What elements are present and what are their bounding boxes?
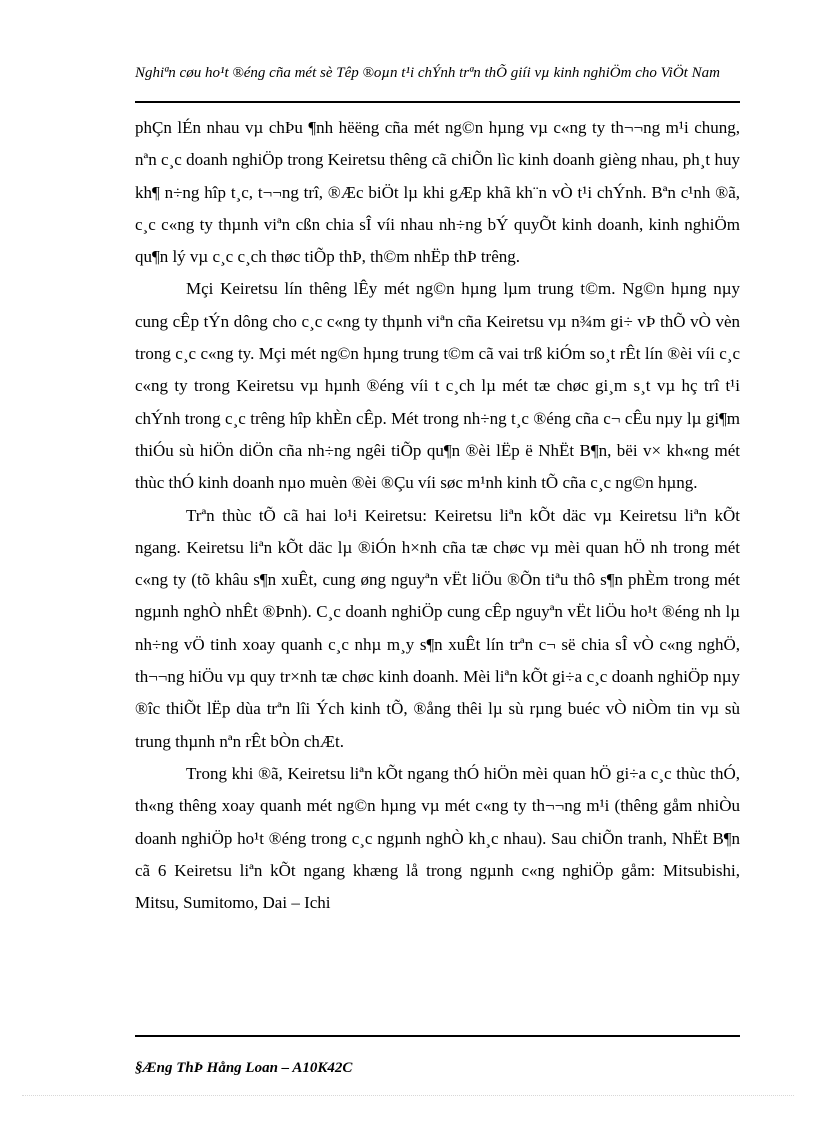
paragraph-1: phÇn lÉn nhau vµ chÞu ¶nh hëëng cña mét ng©n hµng vµ c«ng ty th¬¬ng m¹i chung, nªn c¸c doanh nghiÖp trong Keiretsu thêng cã chiÕn lìc kinh doanh gièng nhau, ph¸t huy kh¶ n÷ng hîp t¸c, t¬¬ng trî, ®Æc biÖt lµ khi gÆp khã kh¨n vÒ t¹i chÝnh. Bªn c¹nh ®ã, c¸c c«ng ty thµnh viªn cßn chia sÎ víi nhau nh÷ng bÝ quyÕt kinh doanh, kinh nghiÖm qu¶n lý vµ c¸c c¸ch thøc tiÕp thÞ, th©m nhËp thÞ trêng. — [135, 118, 740, 267]
body-text — [135, 112, 740, 919]
paragraph-2: Mçi Keiretsu lín thêng lÊy mét ng©n hµng lµm trung t©m. Ng©n hµng nµy cung cÊp tÝn dông cho c¸c c«ng ty thµnh viªn cña Keiretsu vµ n¾m gi÷ vÞ thÕ vÒ vèn trong c¸c c«ng ty. Mçi mét ng©n hµng trung t©m cã vai trß kiÓm so¸t rÊt lín ®èi víi c¸c c«ng ty trong Keiretsu vµ hµnh ®éng víi t c¸ch lµ mét tæ chøc gi¸m s¸t vµ hç trî t¹i chÝnh trong c¸c trêng hîp khÈn cÊp. Mét trong nh÷ng t¸c ®éng cña c¬ cÊu nµy lµ gi¶m thiÓu sù hiÖn diÖn cña nh÷ng ngêi tiÕp qu¶n ®èi lËp ë NhËt B¶n, bëi v× kh«ng mét thùc thÓ kinh doanh nµo muèn ®èi ®Çu víi søc m¹nh kinh tÕ cña c¸c ng©n hµng. — [135, 279, 740, 493]
page-edge — [22, 1095, 794, 1096]
running-footer: §Æng ThÞ Hång Loan – A10K42C — [135, 1060, 353, 1076]
footer-divider — [135, 1035, 740, 1037]
paragraph-3: Trªn thùc tÕ cã hai lo¹i Keiretsu: Keiretsu liªn kÕt däc vµ Keiretsu liªn kÕt ngang. Keiretsu liªn kÕt däc lµ ®iÓn h×nh cña tæ chøc vµ mèi quan hÖ nh trong mét c«ng ty (tõ khâu s¶n xuÊt, cung øng nguyªn vËt liÖu ®Õn tiªu thô s¶n phÈm trong mét ngµnh nghÒ nhÊt ®Þnh). C¸c doanh nghiÖp cung cÊp nguyªn vËt liÖu ho¹t ®éng nh lµ nh÷ng vÖ tinh xoay quanh c¸c nhµ m¸y s¶n xuÊt lín trªn c¬ së chia sÎ vÒ c«ng nghÖ, th¬¬ng hiÖu vµ quy tr×nh tæ chøc kinh doanh. Mèi liªn kÕt gi÷a c¸c doanh nghiÖp nµy ®îc thiÕt lËp dùa trªn lîi Ých kinh tÕ, ®ång thêi lµ sù rµng buéc vÒ niÒm tin vµ sù trung thµnh nªn rÊt bÒn chÆt. — [135, 505, 740, 751]
paragraph-4: Trong khi ®ã, Keiretsu liªn kÕt ngang thÓ hiÖn mèi quan hÖ gi÷a c¸c thùc thÓ, th«ng thêng xoay quanh mét ng©n hµng vµ mét c«ng ty th¬¬ng m¹i (thêng gåm nhiÒu doanh nghiÖp ho¹t ®éng trong c¸c ngµnh nghÒ kh¸c nhau). Sau chiÕn tranh, NhËt B¶n cã 6 Keiretsu liªn kÕt ngang khæng lå trong ngµnh c«ng nghiÖp gåm: Mitsubishi, Mitsu, Sumitomo, Dai – Ichi — [135, 763, 740, 913]
header-divider — [135, 101, 740, 103]
running-header: Nghiªn cøu ho¹t ®éng cña mét sè Têp ®oµn t¹i chÝnh trªn thÕ giíi vµ kinh nghiÖm cho ViÖt Nam — [135, 65, 720, 81]
